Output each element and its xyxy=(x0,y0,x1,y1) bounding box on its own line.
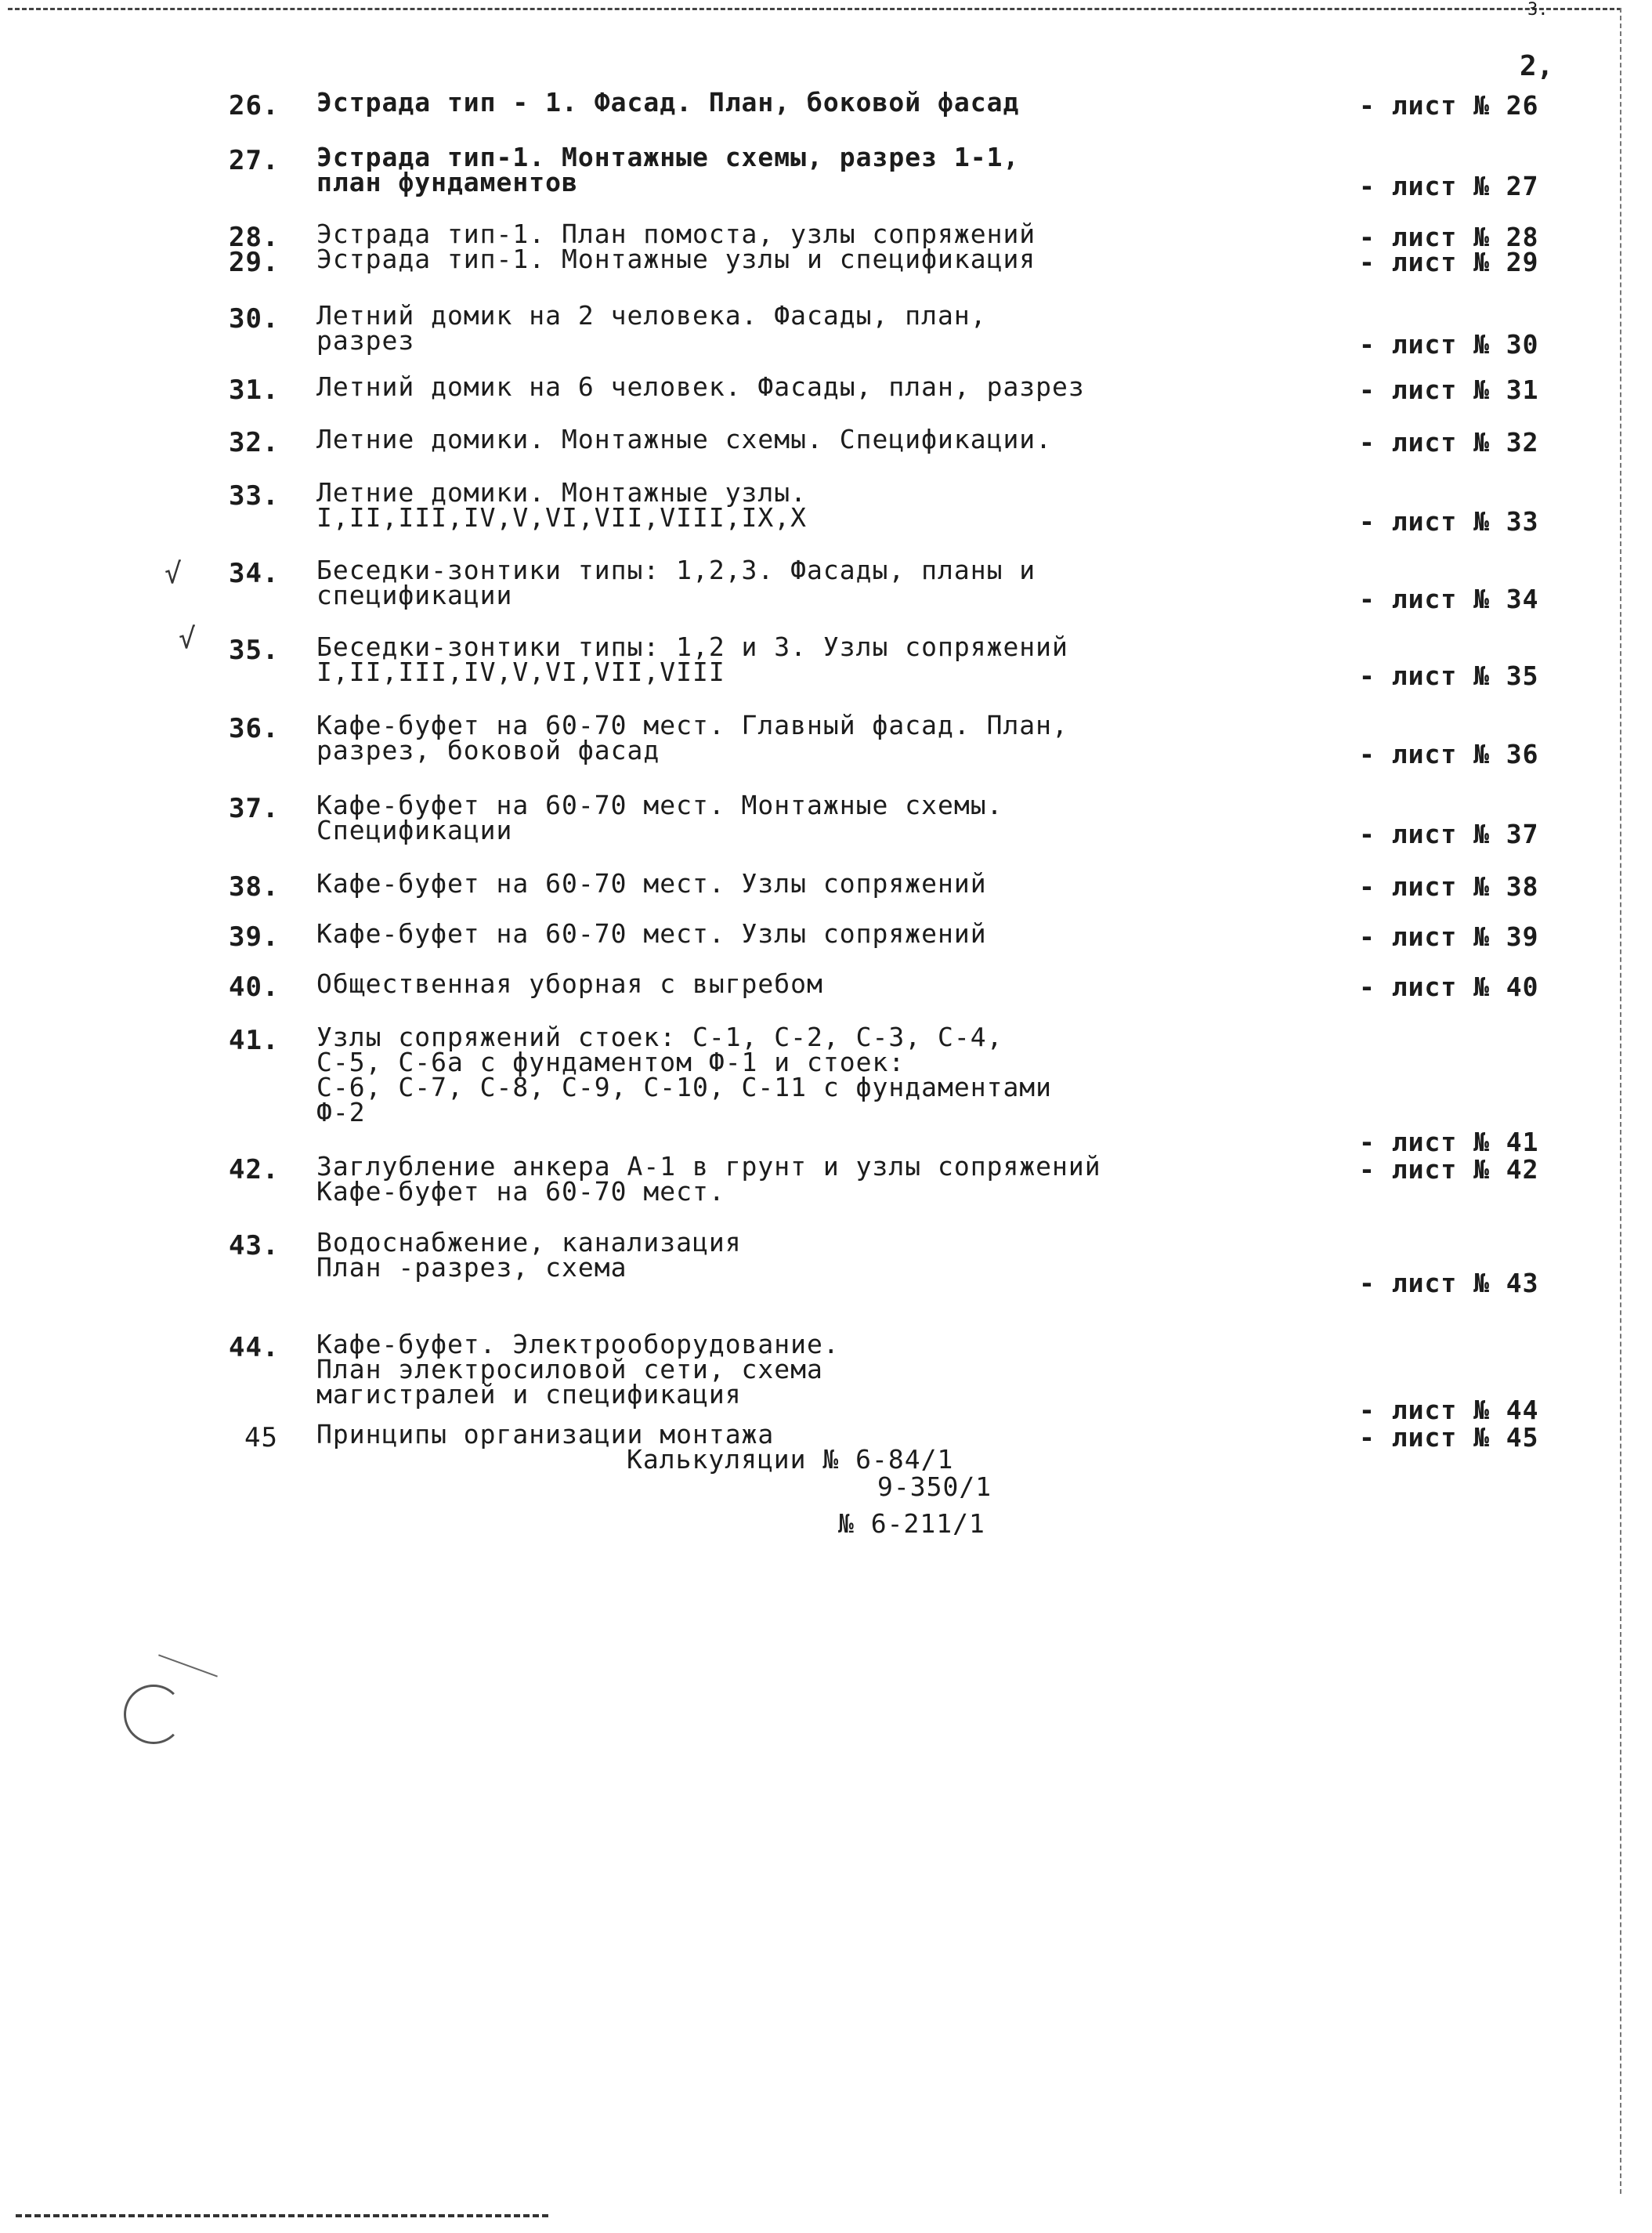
margin-check-mark: √ xyxy=(164,558,182,590)
entry-title-line: план фундаментов xyxy=(316,167,578,197)
calculations-line-3: № 6-211/1 xyxy=(838,1508,985,1539)
entry-title xyxy=(316,87,1335,118)
sheet-reference: - лист № 39 xyxy=(1359,921,1539,952)
sheet-reference: - лист № 35 xyxy=(1359,660,1539,691)
pen-stamp-mark xyxy=(124,1685,183,1744)
entry-title-line: Заглубление анкера А-1 в грунт и узлы сопряжений xyxy=(316,1151,1101,1182)
entry-title xyxy=(316,555,1335,610)
entry-title-line: Кафе-буфет на 60-70 мест. Монтажные схемы. xyxy=(316,790,1003,820)
sheet-reference: - лист № 36 xyxy=(1359,739,1539,769)
sheet-reference: - лист № 45 xyxy=(1359,1422,1539,1453)
sheet-reference: - лист № 43 xyxy=(1359,1268,1539,1298)
entry-title-line: Кафе-буфет на 60-70 мест. xyxy=(316,1176,725,1207)
calculations-label: Калькуляции № 6-84/1 xyxy=(627,1444,954,1475)
sheet-reference: - лист № 41 xyxy=(1359,1127,1539,1157)
entry-number: 27. xyxy=(229,145,280,176)
sheet-reference: - лист № 33 xyxy=(1359,506,1539,537)
entry-number: 34. xyxy=(229,558,280,589)
entry-title xyxy=(316,868,1335,899)
sheet-reference: - лист № 40 xyxy=(1359,972,1539,1002)
sheet-reference: - лист № 32 xyxy=(1359,427,1539,458)
entry-number: 42. xyxy=(229,1154,280,1185)
page-border-bottom xyxy=(16,2214,548,2217)
page-border-top xyxy=(8,8,1621,10)
entry-title-line: С-6, С-7, С-8, С-9, С-10, С-11 с фундаментами xyxy=(316,1072,1053,1102)
entry-number: 44. xyxy=(229,1332,280,1363)
entry-number: 40. xyxy=(229,972,280,1003)
sheet-reference: - лист № 37 xyxy=(1359,819,1539,849)
entry-title-line: Эстрада тип - 1. Фасад. План, боковой фасад xyxy=(316,87,1020,118)
entry-title-line: Принципы организации монтажа xyxy=(316,1419,775,1449)
entry-title-line: Ф-2 xyxy=(316,1097,366,1127)
entry-title-line: I,II,III,IV,V,VI,VII,VIII,IX,X xyxy=(316,502,808,533)
entry-title xyxy=(316,477,1335,533)
entry-title xyxy=(316,968,1335,999)
entry-number: 45 xyxy=(244,1422,278,1453)
entry-title-line: Беседки-зонтики типы: 1,2,3. Фасады, планы и xyxy=(316,555,1036,585)
entry-title xyxy=(316,244,1335,274)
entry-number: 39. xyxy=(229,921,280,953)
entry-title-line: Спецификации xyxy=(316,815,513,845)
entry-title-line: Беседки-зонтики типы: 1,2 и 3. Узлы сопряжений xyxy=(316,632,1068,662)
entry-title-line: Кафе-буфет на 60-70 мест. Узлы сопряжений xyxy=(316,918,987,949)
entry-title-line: С-5, С-6а с фундаментом Ф-1 и стоек: xyxy=(316,1047,906,1077)
entry-title-line: Летние домики. Монтажные узлы. xyxy=(316,477,808,508)
entry-title-line: разрез xyxy=(316,325,415,356)
entry-number: 37. xyxy=(229,793,280,824)
sheet-reference: - лист № 30 xyxy=(1359,329,1539,360)
entry-number: 31. xyxy=(229,375,280,406)
entry-title-line: Эстрада тип-1. Монтажные узлы и спецификация xyxy=(316,244,1036,274)
sheet-reference: - лист № 34 xyxy=(1359,584,1539,614)
entry-title xyxy=(316,1151,1335,1207)
sheet-reference: - лист № 29 xyxy=(1359,247,1539,277)
entry-number: 41. xyxy=(229,1025,280,1056)
entry-title-line: Летние домики. Монтажные схемы. Спецификации. xyxy=(316,424,1053,454)
sheet-reference: - лист № 44 xyxy=(1359,1395,1539,1425)
page-number: 2, xyxy=(1520,50,1554,82)
entry-title-line: План электросиловой сети, схема xyxy=(316,1354,823,1384)
entry-title xyxy=(316,142,1335,197)
entry-title-line: Общественная уборная с выгребом xyxy=(316,968,823,999)
entry-number: 32. xyxy=(229,427,280,458)
sheet-reference: - лист № 27 xyxy=(1359,171,1539,201)
pen-stroke xyxy=(158,1654,218,1677)
entry-number: 33. xyxy=(229,480,280,512)
sheet-reference: - лист № 42 xyxy=(1359,1154,1539,1185)
sheet-reference: - лист № 38 xyxy=(1359,871,1539,902)
entry-number: 26. xyxy=(229,90,280,121)
entry-title xyxy=(316,300,1335,356)
entry-number: 28. xyxy=(229,222,280,253)
sheet-reference: - лист № 31 xyxy=(1359,375,1539,405)
entry-title-line: Эстрада тип-1. План помоста, узлы сопряжений xyxy=(316,219,1036,249)
entry-title xyxy=(316,1022,1335,1127)
entry-title-line: спецификации xyxy=(316,580,513,610)
entry-title xyxy=(316,710,1335,765)
entry-title-line: разрез, боковой фасад xyxy=(316,735,660,765)
entry-number: 36. xyxy=(229,713,280,744)
entry-title-line: Летний домик на 6 человек. Фасады, план, разрез xyxy=(316,371,1085,402)
entry-title xyxy=(316,1227,1335,1283)
entry-title xyxy=(316,790,1335,845)
entry-number: 35. xyxy=(229,635,280,666)
entry-title-line: Кафе-буфет на 60-70 мест. Узлы сопряжений xyxy=(316,868,987,899)
entry-number: 29. xyxy=(229,247,280,278)
entry-title xyxy=(316,371,1335,402)
entry-title-line: магистралей и спецификация xyxy=(316,1379,742,1410)
corner-mark: 3. xyxy=(1527,0,1549,20)
sheet-reference: - лист № 28 xyxy=(1359,222,1539,252)
entry-number: 30. xyxy=(229,303,280,335)
calculations-line-2: 9-350/1 xyxy=(877,1471,992,1502)
entry-title-line: Кафе-буфет на 60-70 мест. Главный фасад. План, xyxy=(316,710,1068,740)
entry-title xyxy=(316,424,1335,454)
sheet-reference: - лист № 26 xyxy=(1359,90,1539,121)
entry-title-line: План -разрез, схема xyxy=(316,1252,627,1283)
entry-title xyxy=(316,1329,1335,1410)
entry-title-line: Узлы сопряжений стоек: С-1, С-2, С-3, С-4, xyxy=(316,1022,1003,1052)
entry-title xyxy=(316,918,1335,949)
margin-check-mark: √ xyxy=(179,623,196,655)
entry-number: 38. xyxy=(229,871,280,903)
entry-title xyxy=(316,632,1335,687)
entry-title-line: I,II,III,IV,V,VI,VII,VIII xyxy=(316,657,725,687)
entry-title-line: Летний домик на 2 человека. Фасады, план, xyxy=(316,300,987,331)
entry-number: 43. xyxy=(229,1230,280,1261)
entry-title-line: Водоснабжение, канализация xyxy=(316,1227,742,1258)
entry-title-line: Кафе-буфет. Электрооборудование. xyxy=(316,1329,840,1359)
entry-title-line: Эстрада тип-1. Монтажные схемы, разрез 1-1, xyxy=(316,142,1020,172)
page-border-right xyxy=(1620,8,1621,2194)
